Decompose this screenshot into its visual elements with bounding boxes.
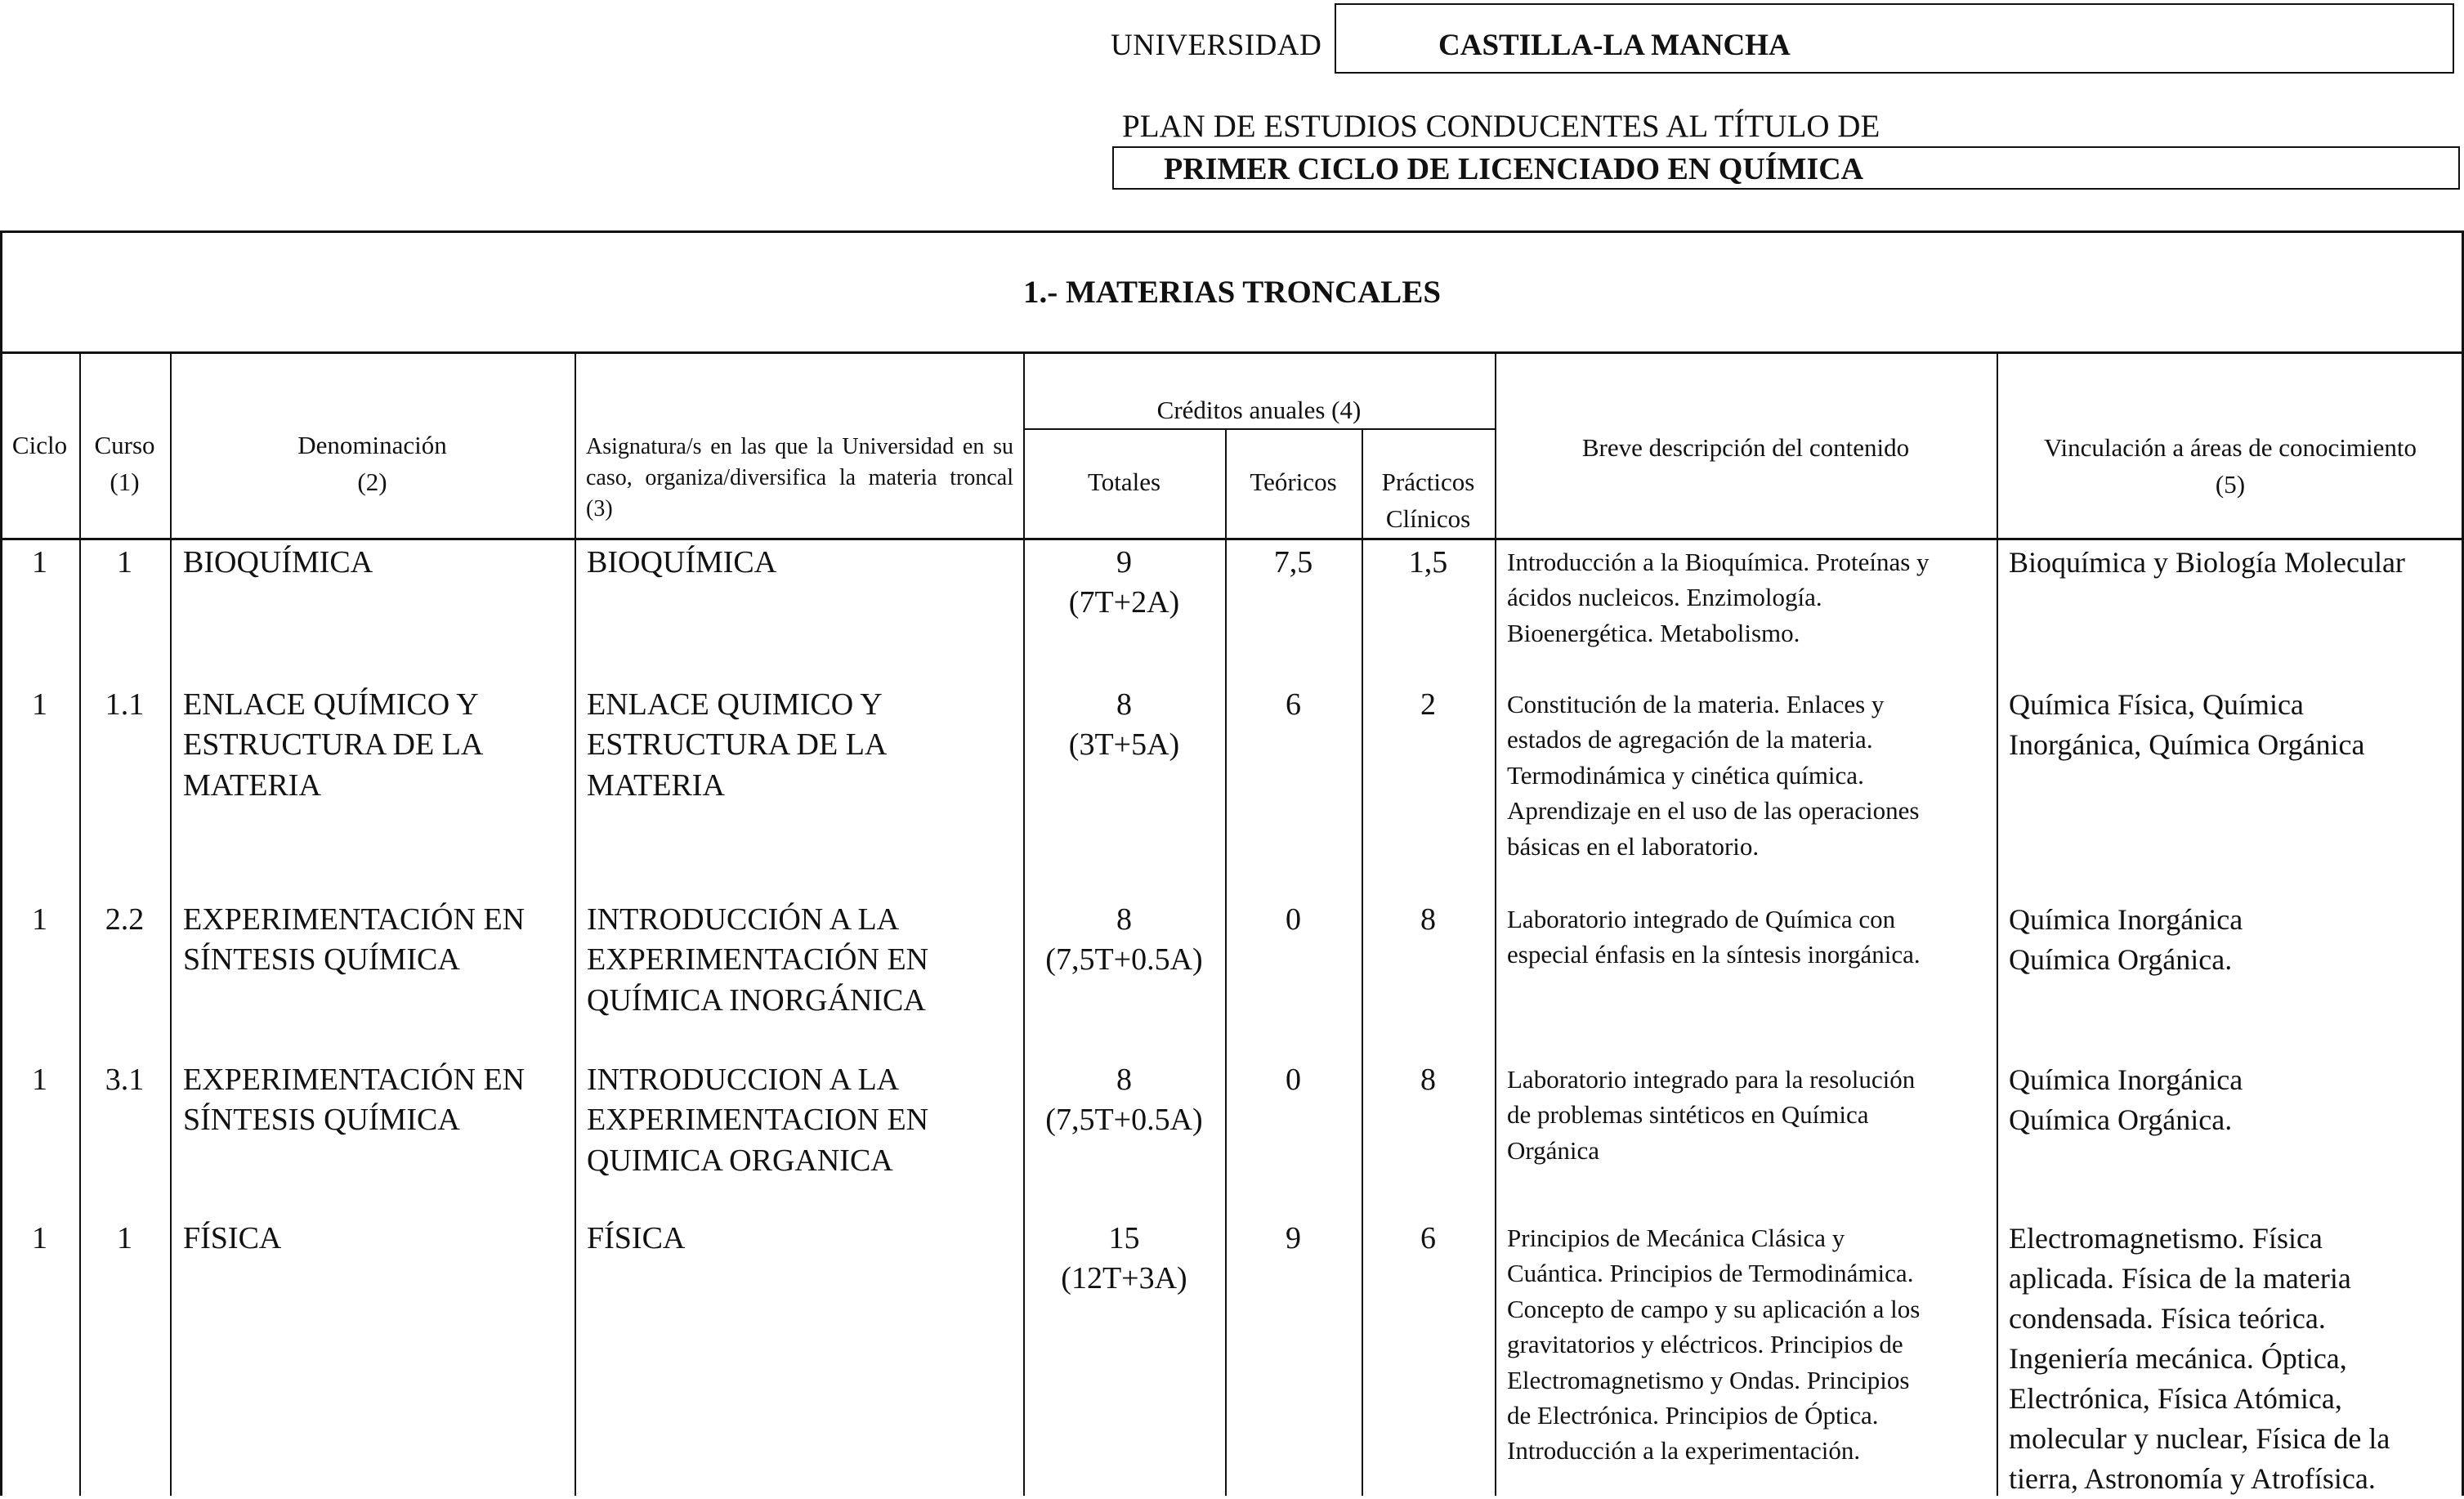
row-2-ciclo: 1 bbox=[32, 687, 47, 722]
row-1-asignatura bbox=[587, 543, 1016, 583]
row-3-totales bbox=[1023, 900, 1225, 981]
row-4-denominacion-line: SÍNTESIS QUÍMICA bbox=[183, 1103, 460, 1138]
row-3-teoricos: 0 bbox=[1286, 902, 1301, 937]
row-3-totales-value: 8 bbox=[1116, 902, 1132, 937]
header-teoricos: Teóricos bbox=[1250, 468, 1337, 496]
row-4-teoricos: 0 bbox=[1286, 1063, 1301, 1097]
header-denominacion-note: (2) bbox=[357, 467, 387, 496]
row-2-denominacion-line: ENLACE QUÍMICO Y bbox=[183, 687, 479, 722]
row-2-asignatura bbox=[587, 685, 1016, 806]
row-3-asignatura-line: INTRODUCCIÓN A LA bbox=[587, 902, 900, 937]
row-5-descripcion-line: gravitatorios y eléctricos. Principios de bbox=[1507, 1330, 1903, 1359]
row-1-descripcion-line: Introducción a la Bioquímica. Proteínas y bbox=[1507, 548, 1930, 576]
row-3-practicos: 8 bbox=[1420, 902, 1436, 937]
row-4-asignatura-line: INTRODUCCION A LA bbox=[587, 1063, 900, 1097]
row-4-descripcion-line: de problemas sintéticos en Química bbox=[1507, 1100, 1869, 1130]
universidad-label: UNIVERSIDAD bbox=[1111, 29, 1322, 62]
row-2-practicos: 2 bbox=[1420, 687, 1436, 722]
header-ciclo-text: Ciclo bbox=[11, 431, 68, 459]
row-5-descripcion-line: Electromagnetismo y Ondas. Principios bbox=[1507, 1365, 1910, 1394]
row-2-asignatura-line: MATERIA bbox=[587, 767, 725, 803]
row-2-descripcion-line: estados de agregación de la materia. bbox=[1507, 725, 1873, 754]
section-title: 1.- MATERIAS TRONCALES bbox=[1022, 275, 1442, 310]
row-3-curso: 2.2 bbox=[105, 902, 145, 937]
row-3-denominacion-line: SÍNTESIS QUÍMICA bbox=[183, 942, 460, 978]
row-1-asignatura-line: BIOQUÍMICA bbox=[587, 545, 777, 579]
row-2-areas-line: Inorgánica, Química Orgánica bbox=[2009, 727, 2365, 761]
row-3-denominacion-line: EXPERIMENTACIÓN EN bbox=[183, 902, 525, 937]
row-3-areas-line: Química Inorgánica bbox=[2009, 903, 2243, 936]
row-4-areas-line: Química Orgánica. bbox=[2009, 1103, 2233, 1136]
row-1-teoricos: 7,5 bbox=[1273, 545, 1313, 579]
row-3-denominacion bbox=[183, 900, 567, 981]
row-5-asignatura bbox=[587, 1219, 1016, 1259]
row-2-asignatura-line: ESTRUCTURA DE LA bbox=[587, 727, 888, 763]
row-5-curso: 1 bbox=[117, 1221, 132, 1255]
header-bottom-rule bbox=[0, 538, 2464, 540]
row-5-areas-line: Electromagnetismo. Física bbox=[2009, 1222, 2323, 1255]
row-4-asignatura-line: EXPERIMENTACION EN bbox=[587, 1103, 929, 1138]
header-vinculacion-note: (5) bbox=[2215, 469, 2246, 499]
row-4-descripcion-line: Laboratorio integrado para la resolución bbox=[1507, 1065, 1916, 1094]
header-ciclo bbox=[0, 427, 79, 464]
header-vinculacion bbox=[1997, 430, 2464, 503]
header-practicos bbox=[1362, 464, 1495, 538]
header-curso-note: (1) bbox=[110, 467, 140, 496]
row-4-totales-value: 8 bbox=[1116, 1063, 1132, 1097]
col-divider-descripcion bbox=[1997, 351, 1998, 1496]
universidad-name: CASTILLA-LA MANCHA bbox=[1438, 29, 1791, 62]
row-1-descripcion bbox=[1507, 544, 1993, 651]
row-4-areas bbox=[2009, 1060, 2458, 1140]
col-divider-creditos bbox=[1495, 351, 1496, 1496]
row-3-ciclo: 1 bbox=[32, 902, 47, 937]
row-1-descripcion-line: ácidos nucleicos. Enzimología. bbox=[1507, 583, 1822, 612]
row-2-asignatura-line: ENLACE QUIMICO Y bbox=[587, 687, 883, 722]
row-5-ciclo: 1 bbox=[32, 1221, 47, 1255]
row-4-denominacion bbox=[183, 1060, 567, 1141]
row-1-denominacion bbox=[183, 543, 567, 583]
row-2-areas-line: Química Física, Química bbox=[2009, 688, 2304, 721]
row-5-denominacion-line: FÍSICA bbox=[183, 1221, 282, 1255]
plan-label: PLAN DE ESTUDIOS CONDUCENTES AL TÍTULO DE bbox=[1122, 109, 1880, 144]
header-vinculacion-text: Vinculación a áreas de conocimiento bbox=[2043, 433, 2417, 462]
row-1-areas bbox=[2009, 543, 2458, 583]
row-2-areas bbox=[2009, 685, 2458, 765]
col-divider-curso bbox=[170, 351, 172, 1496]
section-title-divider bbox=[0, 351, 2464, 354]
row-4-areas-line: Química Inorgánica bbox=[2009, 1063, 2243, 1096]
row-1-practicos: 1,5 bbox=[1408, 545, 1448, 579]
row-3-descripcion-line: Laboratorio integrado de Química con bbox=[1507, 905, 1896, 933]
row-5-areas bbox=[2009, 1219, 2458, 1499]
row-5-areas-line: tierra, Astronomía y Atrofísica. bbox=[2009, 1461, 2376, 1495]
header-denominacion-text: Denominación bbox=[297, 431, 447, 459]
header-clinicos-text: Clínicos bbox=[1385, 503, 1471, 533]
row-4-asignatura bbox=[587, 1060, 1016, 1181]
row-2-descripcion bbox=[1507, 687, 1993, 864]
row-5-descripcion-line: de Electrónica. Principios de Óptica. bbox=[1507, 1400, 1879, 1430]
row-2-descripcion-line: Termodinámica y cinética química. bbox=[1507, 760, 1864, 790]
row-5-asignatura-line: FÍSICA bbox=[587, 1221, 686, 1255]
row-2-denominacion bbox=[183, 685, 567, 806]
row-1-ciclo: 1 bbox=[32, 545, 47, 579]
row-3-areas bbox=[2009, 900, 2458, 980]
row-1-areas-line: Bioquímica y Biología Molecular bbox=[2009, 546, 2405, 579]
row-1-totales-detail: (7T+2A) bbox=[1068, 585, 1180, 620]
titulo-text: PRIMER CICLO DE LICENCIADO EN QUÍMICA bbox=[1164, 152, 1864, 186]
row-2-denominacion-line: MATERIA bbox=[183, 767, 321, 803]
row-5-areas-line: aplicada. Física de la materia bbox=[2009, 1261, 2351, 1295]
col-divider-teoricos bbox=[1362, 428, 1363, 1496]
row-5-totales-value: 15 bbox=[1108, 1221, 1140, 1255]
row-5-descripcion-line: Cuántica. Principios de Termodinámica. bbox=[1507, 1259, 1914, 1288]
row-2-curso: 1.1 bbox=[105, 687, 145, 722]
row-1-totales bbox=[1023, 543, 1225, 624]
row-3-totales-detail: (7,5T+0.5A) bbox=[1045, 942, 1203, 978]
row-3-areas-line: Química Orgánica. bbox=[2009, 942, 2233, 976]
row-2-descripcion-line: Aprendizaje en el uso de las operaciones bbox=[1507, 796, 1920, 826]
row-2-totales bbox=[1023, 685, 1225, 766]
row-5-totales-detail: (12T+3A) bbox=[1061, 1261, 1187, 1296]
header-practicos-text: Prácticos bbox=[1381, 468, 1475, 496]
header-curso-text: Curso bbox=[94, 431, 155, 459]
header-asignatura: Asignatura/s en las que la Universidad en su caso, organiza/diversifica la materia troncal (3) bbox=[586, 434, 1013, 521]
row-3-asignatura bbox=[587, 900, 1016, 1021]
row-4-denominacion-line: EXPERIMENTACIÓN EN bbox=[183, 1063, 525, 1097]
row-2-totales-value: 8 bbox=[1116, 687, 1132, 722]
row-4-descripcion bbox=[1507, 1062, 1993, 1168]
row-5-areas-line: molecular y nuclear, Física de la bbox=[2009, 1421, 2390, 1455]
row-2-descripcion-line: Constitución de la materia. Enlaces y bbox=[1507, 690, 1885, 718]
row-4-descripcion-line: Orgánica bbox=[1507, 1135, 1600, 1165]
header-denominacion bbox=[170, 427, 575, 501]
row-5-teoricos: 9 bbox=[1286, 1221, 1301, 1255]
row-5-descripcion-line: Introducción a la experimentación. bbox=[1507, 1436, 1861, 1465]
row-2-totales-detail: (3T+5A) bbox=[1068, 727, 1180, 763]
row-4-asignatura-line: QUIMICA ORGANICA bbox=[587, 1143, 893, 1178]
header-totales: Totales bbox=[1087, 468, 1161, 496]
col-divider-denominacion bbox=[575, 351, 576, 1496]
row-5-descripcion bbox=[1507, 1220, 1993, 1469]
header-creditos: Créditos anuales (4) bbox=[1156, 396, 1362, 424]
row-3-descripcion-line: especial énfasis en la síntesis inorgánica. bbox=[1507, 940, 1921, 969]
header-descripcion: Breve descripción del contenido bbox=[1581, 433, 1910, 462]
row-4-curso: 3.1 bbox=[105, 1063, 145, 1097]
row-3-asignatura-line: EXPERIMENTACIÓN EN bbox=[587, 942, 929, 978]
row-5-areas-line: Electrónica, Física Atómica, bbox=[2009, 1381, 2342, 1415]
row-4-practicos: 8 bbox=[1420, 1063, 1436, 1097]
row-5-totales bbox=[1023, 1219, 1225, 1300]
row-2-teoricos: 6 bbox=[1286, 687, 1301, 722]
row-5-descripcion-line: Principios de Mecánica Clásica y bbox=[1507, 1224, 1845, 1252]
row-4-ciclo: 1 bbox=[32, 1063, 47, 1097]
row-5-areas-line: condensada. Física teórica. bbox=[2009, 1301, 2326, 1335]
col-divider-totales bbox=[1225, 428, 1227, 1496]
row-4-totales-detail: (7,5T+0.5A) bbox=[1045, 1103, 1203, 1138]
row-5-practicos: 6 bbox=[1420, 1221, 1436, 1255]
row-1-descripcion-line: Bioenergética. Metabolismo. bbox=[1507, 618, 1800, 647]
header-curso bbox=[79, 427, 170, 501]
row-5-areas-line: Ingeniería mecánica. Óptica, bbox=[2009, 1341, 2347, 1375]
row-5-denominacion bbox=[183, 1219, 567, 1259]
row-2-denominacion-line: ESTRUCTURA DE LA bbox=[183, 727, 484, 763]
row-4-totales bbox=[1023, 1060, 1225, 1141]
row-3-descripcion bbox=[1507, 902, 1993, 973]
row-2-descripcion-line: básicas en el laboratorio. bbox=[1507, 831, 1760, 861]
row-1-totales-value: 9 bbox=[1116, 545, 1132, 579]
row-3-asignatura-line: QUÍMICA INORGÁNICA bbox=[587, 982, 926, 1018]
row-5-descripcion-line: Concepto de campo y su aplicación a los bbox=[1507, 1294, 1921, 1323]
row-1-curso: 1 bbox=[117, 545, 132, 579]
row-1-denominacion-line: BIOQUÍMICA bbox=[183, 545, 373, 579]
